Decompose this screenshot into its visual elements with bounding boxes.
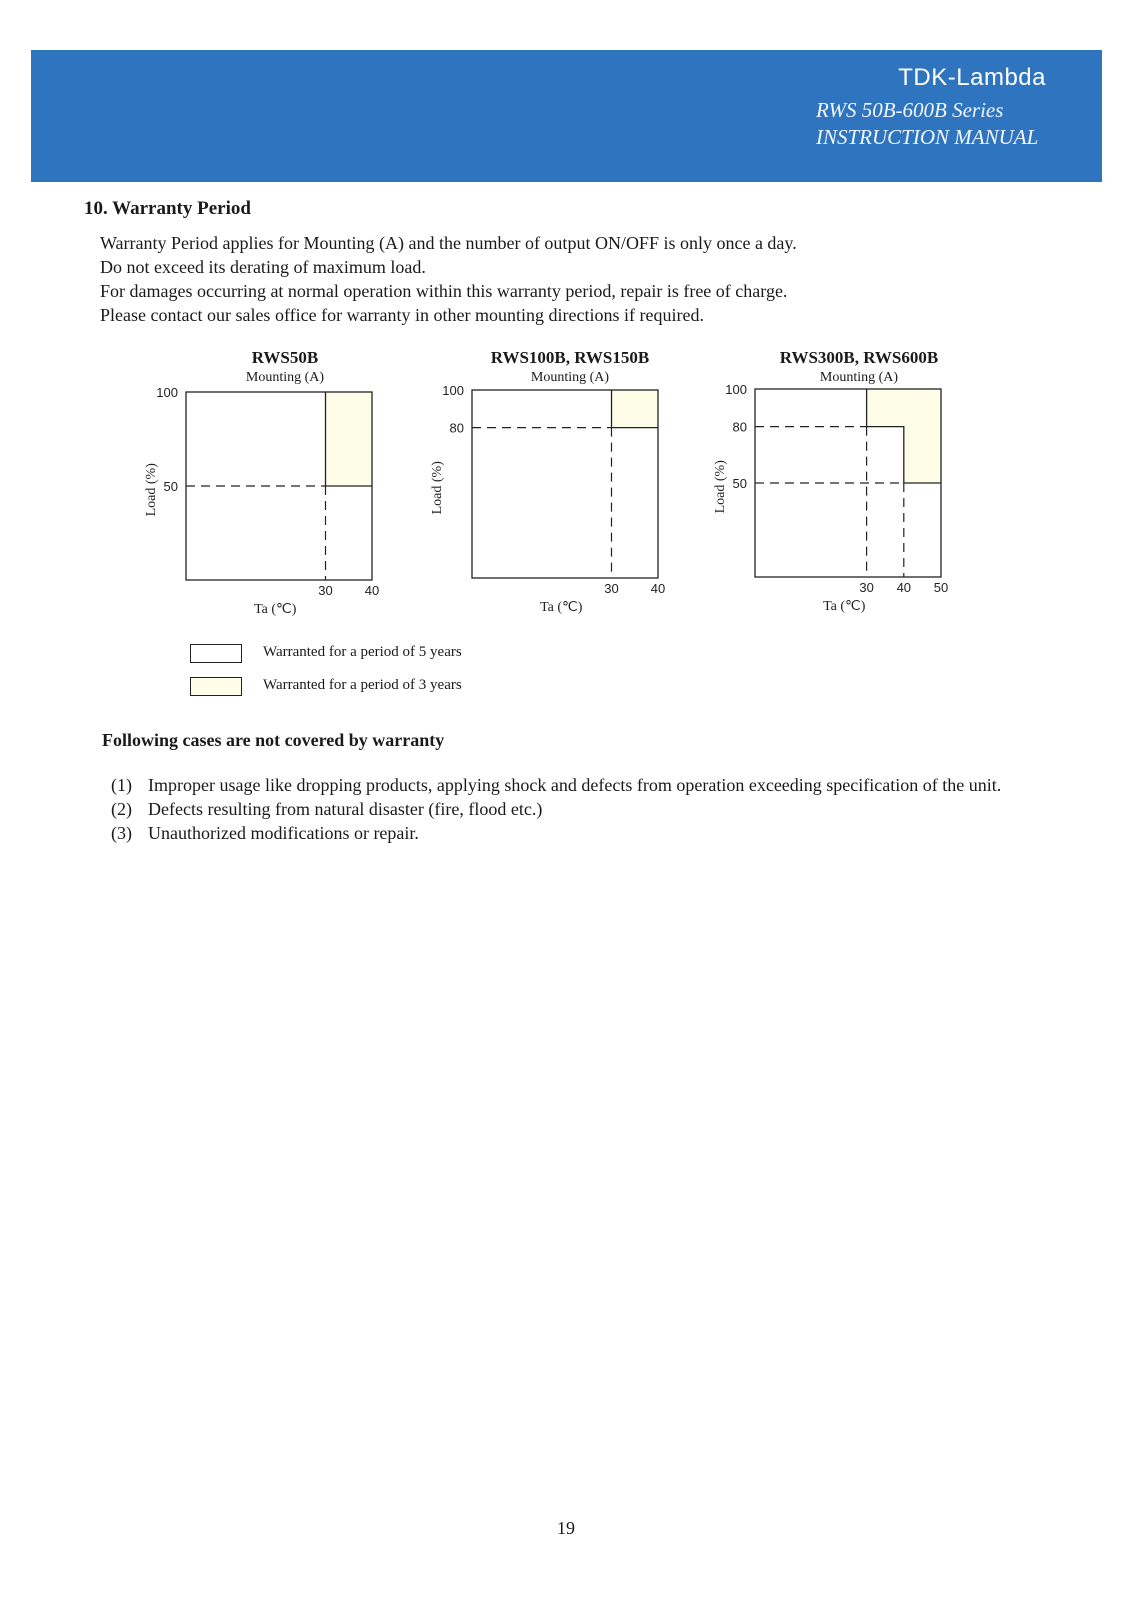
item-number: (2)	[111, 799, 132, 819]
list-item	[111, 797, 1031, 821]
chart-title: RWS100B, RWS150B	[490, 348, 650, 367]
intro-text	[100, 231, 797, 327]
legend-item-3-years	[190, 677, 590, 699]
exclusions-list	[111, 773, 1031, 845]
item-text: Unauthorized modifications or repair.	[148, 823, 419, 843]
chart-subtitle: Mounting (A)	[819, 370, 899, 385]
legend-item-5-years	[190, 644, 590, 666]
item-number: (1)	[111, 775, 132, 795]
intro-line: For damages occurring at normal operation within this warranty period, repair is free of charge.	[100, 281, 788, 301]
intro-line: Please contact our sales office for warranty in other mounting directions if required.	[100, 305, 704, 325]
list-item	[111, 821, 1031, 845]
x-axis-label: Ta (℃)	[254, 602, 297, 617]
manual-name: INSTRUCTION MANUAL	[816, 125, 1039, 149]
x-axis-label: Ta (℃)	[823, 599, 866, 614]
manual-title	[816, 97, 1038, 151]
derating-chart-rws50b	[140, 348, 430, 628]
intro-line: Do not exceed its derating of maximum load.	[100, 257, 426, 277]
page-number: 19	[557, 1518, 575, 1538]
chart-title: RWS50B	[251, 348, 319, 367]
y-tick-label: 50	[732, 476, 747, 491]
item-text: Improper usage like dropping products, applying shock and defects from operation exceeding specification of the unit.	[148, 775, 1002, 795]
three-year-region	[326, 392, 373, 486]
section-title: 10. Warranty Period	[84, 198, 251, 219]
exclusions-title: Following cases are not covered by warranty	[102, 730, 445, 750]
x-tick-label: 50	[933, 580, 949, 595]
x-tick-label: 30	[604, 581, 619, 596]
page-header	[31, 50, 1102, 182]
legend-swatch	[190, 677, 242, 696]
chart-plot	[714, 348, 1004, 628]
y-tick-label: 80	[732, 419, 747, 435]
chart-plot	[425, 348, 715, 628]
chart-subtitle: Mounting (A)	[245, 370, 325, 385]
y-tick-label: 100	[442, 383, 464, 398]
y-axis-label: Load (%)	[144, 463, 159, 517]
y-axis-label: Load (%)	[713, 460, 728, 514]
item-text: Defects resulting from natural disaster (fire, flood etc.)	[148, 799, 543, 819]
legend-label: Warranted for a period of 3 years	[263, 677, 462, 693]
y-tick-label: 80	[449, 420, 464, 436]
three-year-region	[612, 390, 659, 428]
x-tick-label: 30	[318, 583, 333, 598]
list-item	[111, 773, 1031, 797]
item-number: (3)	[111, 823, 132, 843]
x-tick-label: 40	[896, 580, 912, 595]
chart-title: RWS300B, RWS600B	[779, 348, 939, 367]
y-axis-label: Load (%)	[430, 461, 445, 515]
brand-logo: TDK-Lambda	[898, 64, 1046, 91]
x-tick-label: 40	[650, 581, 666, 596]
intro-line: Warranty Period applies for Mounting (A) and the number of output ON/OFF is only once a day.	[100, 233, 797, 253]
derating-chart-rws300b-rws600b	[714, 348, 1004, 628]
x-tick-label: 40	[364, 583, 380, 598]
derating-chart-rws100b-rws150b	[425, 348, 715, 628]
x-axis-label: Ta (℃)	[540, 600, 583, 615]
y-tick-label: 100	[725, 382, 747, 397]
legend-label: Warranted for a period of 5 years	[263, 644, 462, 660]
chart-plot	[140, 348, 430, 628]
x-tick-label: 30	[859, 580, 874, 595]
y-tick-label: 50	[163, 479, 178, 494]
chart-subtitle: Mounting (A)	[530, 370, 610, 385]
series-name: RWS 50B-600B Series	[816, 98, 1004, 122]
y-tick-label: 100	[156, 385, 178, 400]
legend-swatch	[190, 644, 242, 663]
